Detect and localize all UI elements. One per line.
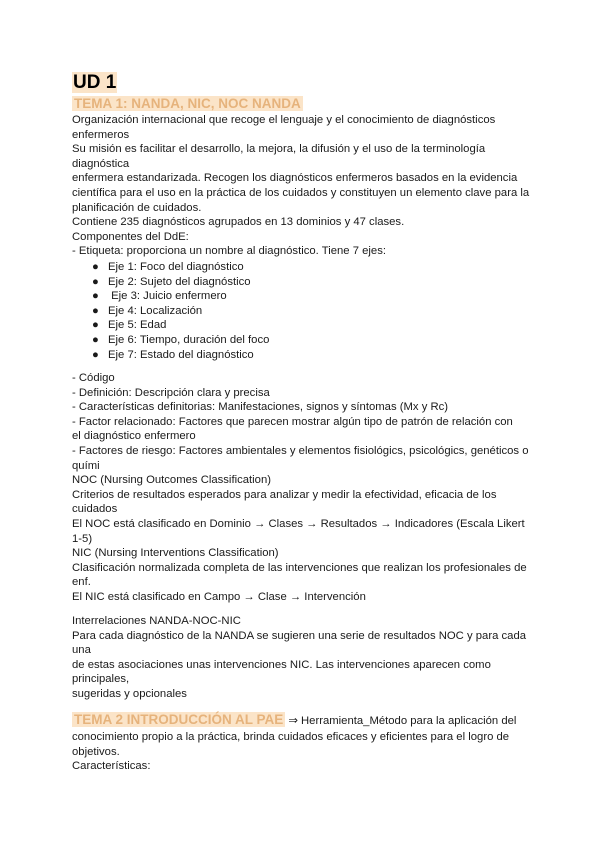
text-line: quími [72,459,100,472]
bullet-text: Eje 5: Edad [108,319,167,332]
bullet-item [92,304,202,319]
bullet-text: Eje 1: Foco del diagnóstico [108,261,244,273]
unit-title-text: UD 1 [73,72,117,93]
text-line: planificación de cuidados. [72,201,202,214]
text-line: 1-5) [72,532,93,545]
text-line: Clasificación normalizada completa de las intervenciones que realizan los profesionales de [72,561,527,574]
text-line: el diagnóstico enfermero [72,430,196,443]
bullet-item [92,289,227,304]
bullet-item [92,318,166,333]
text-line: sugeridas y opcionales [72,688,187,700]
bullet-text: Eje 6: Tiempo, duración del foco [108,334,270,346]
text-line: enfermeros [72,128,130,141]
bullet-text: Eje 2: Sujeto del diagnóstico [108,275,251,288]
text-line: Organización internacional que recoge el lenguaje y el conocimiento de diagnósticos [72,114,496,126]
bullet-item [92,348,254,363]
text-line: Su misión es facilitar el desarrollo, la mejora, la difusión y el uso de la terminología [72,143,486,156]
bullet-dot: ● [92,348,99,361]
text-line: NIC (Nursing Interventions Classification) [72,547,279,560]
text-line: - Factor relacionado: Factores que parecen mostrar algún tipo de patrón de relación con [72,415,513,428]
unit-title [72,72,117,94]
bullet-dot: ● [92,290,99,303]
bullet-text: Eje 4: Localización [108,304,203,317]
bullet-text: Eje 3: Juicio enfermero [108,290,227,303]
text-line: Criterios de resultados esperados para analizar y medir la efectividad, eficacia de los [72,488,497,501]
text-line: Para cada diagnóstico de la NANDA se sugieren una serie de resultados NOC y para cada [72,629,527,642]
text-line: cuidados [72,503,118,516]
text-line: enfermera estandarizada. Recogen los diagnósticos enfermeros basados en la evidencia [72,172,518,185]
text-line: científica para el uso en la práctica de los cuidados y constituyen un elemento clave para la [72,187,530,199]
text-line: Interrelaciones NANDA-NOC-NIC [72,615,241,627]
text-line: principales, [72,673,130,686]
text-line: conocimiento propio a la práctica, brinda cuidados eficaces y eficientes para el logro de [72,731,510,743]
tema2-heading [72,712,516,727]
tema1-heading-text: TEMA 1: NANDA, NIC, NOC NANDA [74,96,301,111]
text-line: Componentes del DdE: [72,230,189,243]
text-line: objetivos. [72,745,120,758]
bullet-item [92,333,269,348]
bullet-dot: ● [92,304,99,317]
text-line: enf. [72,576,91,589]
tema2-heading-text: TEMA 2 INTRODUCCIÓN AL PAE [74,712,284,727]
tema2-heading-rest: ⇒ Herramienta_Método para la aplicación del [285,715,517,727]
text-line: El NOC está clasificado en Dominio → Clases → Resultados → Indicadores (Escala Likert [72,518,525,530]
bullet-dot: ● [92,261,99,273]
text-line: Características: [72,760,151,773]
text-line: - Código [72,372,115,384]
text-line: - Factores de riesgo: Factores ambientales y elementos fisiológics, psicológics, genéticos o [72,445,529,457]
text-line: Contiene 235 diagnósticos agrupados en 13 dominios y 47 clases. [72,216,405,229]
text-line: - Etiqueta: proporciona un nombre al diagnóstico. Tiene 7 ejes: [72,245,386,258]
bullet-item [92,275,251,290]
text-line: - Características definitorias: Manifestaciones, signos y síntomas (Mx y Rc) [72,401,449,414]
text-line: de estas asociaciones unas intervenciones NIC. Las intervenciones aparecen como [72,658,491,671]
text-line: - Definición: Descripción clara y precisa [72,386,270,399]
text-line: NOC (Nursing Outcomes Classification) [72,474,272,487]
text-line: El NIC está clasificado en Campo → Clase → Intervención [72,591,366,603]
tema1-heading [72,96,303,111]
text-line: diagnóstica [72,157,130,170]
bullet-item [92,260,244,275]
bullet-dot: ● [92,275,99,288]
text-line: una [72,644,91,657]
bullet-dot: ● [92,334,99,346]
bullet-text: Eje 7: Estado del diagnóstico [108,348,254,361]
bullet-dot: ● [92,319,99,332]
